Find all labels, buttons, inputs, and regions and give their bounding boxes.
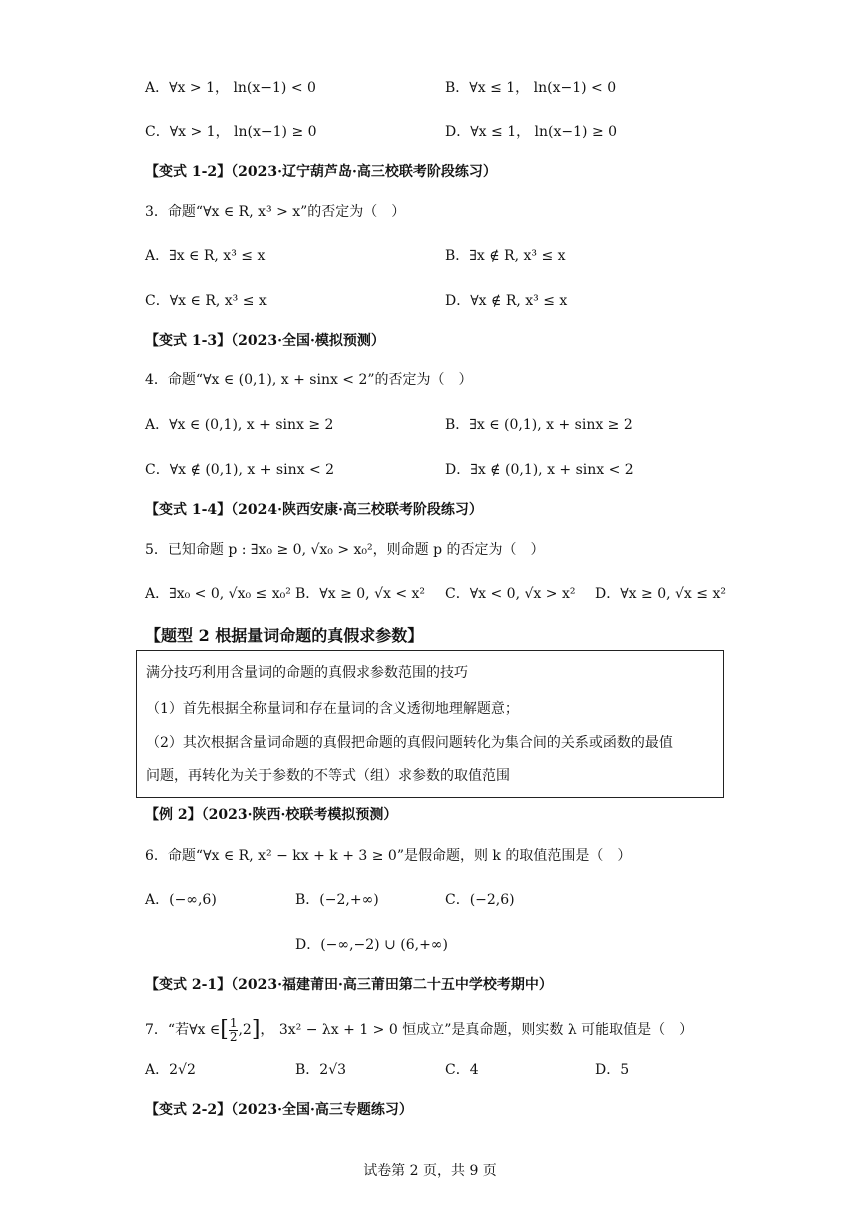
q7-option-c: C．4 (445, 1062, 479, 1078)
q7-fraction-denominator: 2 (229, 1029, 238, 1044)
q3-option-d: D．∀x ∉ R, x³ ≤ x (445, 293, 568, 309)
q7-fraction-numerator: 1 (229, 1015, 238, 1030)
q5-option-d: D．∀x ≥ 0, √x ≤ x² (595, 586, 726, 602)
q5-option-c: C．∀x < 0, √x > x² (445, 586, 576, 602)
q4-option-d: D．∃x ∉ (0,1), x + sinx < 2 (445, 462, 634, 478)
q6-option-c: C．(−2,6) (445, 892, 515, 908)
q3-option-b: B．∃x ∉ R, x³ ≤ x (445, 248, 566, 264)
q5-option-b: B．∀x ≥ 0, √x < x² (295, 586, 426, 602)
q7-prefix: 7．“若∀x ∈ (145, 1022, 221, 1038)
q2-option-d: D．∀x ≤ 1， ln(x−1) ≥ 0 (445, 124, 618, 140)
q4-option-c: C．∀x ∉ (0,1), x + sinx < 2 (145, 462, 335, 478)
question-6: 6．命题“∀x ∈ R, x² − kx + k + 3 ≥ 0”是假命题，则 k 的取值范围是（ ） (145, 848, 632, 864)
q4-option-b: B．∃x ∈ (0,1), x + sinx ≥ 2 (445, 417, 633, 433)
q7-option-d: D．5 (595, 1062, 630, 1078)
q6-option-a: A．(−∞,6) (145, 892, 217, 908)
q7-after-fraction: ,2 (238, 1022, 252, 1038)
tip-line-3: 问题，再转化为关于参数的不等式（组）求参数的取值范围 (146, 768, 510, 784)
q7-option-b: B．2√3 (295, 1062, 347, 1078)
q2-option-a: A．∀x > 1， ln(x−1) < 0 (145, 80, 316, 96)
tip-line-1: （1）首先根据全称量词和存在量词的含义透彻地理解题意； (146, 701, 519, 717)
page-footer: 试卷第 2 页，共 9 页 (363, 1163, 497, 1179)
question-7 (145, 1015, 693, 1045)
q3-option-a: A．∃x ∈ R, x³ ≤ x (145, 248, 266, 264)
tip-title: 满分技巧利用含量词的命题的真假求参数范围的技巧 (146, 665, 468, 681)
q7-bracket-close: ] (251, 1017, 261, 1042)
q2-option-c: C．∀x > 1， ln(x−1) ≥ 0 (145, 124, 317, 140)
variant-2-1-heading: 【变式 2-1】（2023·福建莆田·高三莆田第二十五中学校考期中） (145, 977, 553, 993)
question-4: 4．命题“∀x ∈ (0,1), x + sinx < 2”的否定为（ ） (145, 372, 473, 388)
question-5: 5．已知命题 p : ∃x₀ ≥ 0, √x₀ > x₀²，则命题 p 的否定为（ ） (145, 542, 545, 558)
q7-bracket-open: [ (220, 1017, 229, 1042)
variant-1-4-heading: 【变式 1-4】（2024·陕西安康·高三校联考阶段练习） (145, 502, 483, 518)
section-title: 【题型 2 根据量词命题的真假求参数】 (145, 626, 424, 645)
q7-suffix: ， 3x² − λx + 1 > 0 恒成立”是真命题，则实数 λ 可能取值是（ ） (260, 1022, 694, 1038)
q6-option-d: D．(−∞,−2) ∪ (6,+∞) (295, 937, 448, 953)
variant-1-2-heading: 【变式 1-2】（2023·辽宁葫芦岛·高三校联考阶段练习） (145, 164, 497, 180)
variant-1-3-heading: 【变式 1-3】（2023·全国·模拟预测） (145, 333, 385, 349)
q2-option-b: B．∀x ≤ 1， ln(x−1) < 0 (445, 80, 617, 96)
q7-option-a: A．2√2 (145, 1062, 196, 1078)
q4-option-a: A．∀x ∈ (0,1), x + sinx ≥ 2 (145, 417, 334, 433)
variant-2-2-heading: 【变式 2-2】（2023·全国·高三专题练习） (145, 1102, 413, 1118)
example-2-heading: 【例 2】（2023·陕西·校联考模拟预测） (145, 807, 398, 823)
q6-option-b: B．(−2,+∞) (295, 892, 379, 908)
tip-box (136, 650, 724, 798)
q3-option-c: C．∀x ∈ R, x³ ≤ x (145, 293, 267, 309)
question-3: 3．命题“∀x ∈ R, x³ > x”的否定为（ ） (145, 204, 406, 220)
tip-line-2: （2）其次根据含量词命题的真假把命题的真假问题转化为集合间的关系或函数的最值 (146, 735, 673, 751)
q5-option-a: A．∃x₀ < 0, √x₀ ≤ x₀² (145, 586, 291, 602)
